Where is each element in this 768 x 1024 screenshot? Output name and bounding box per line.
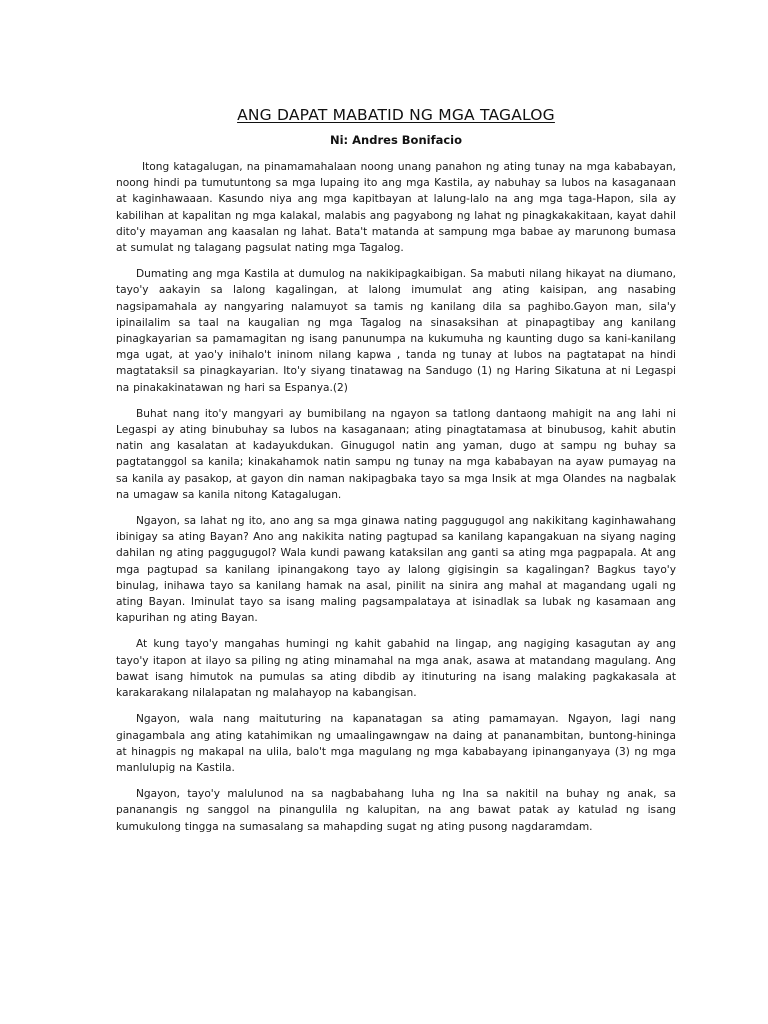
paragraph: Dumating ang mga Kastila at dumulog na nakikipagkaibigan. Sa mabuti nilang hikayat na diumano, tayo'y aakayin sa lalong kagalingan, at lalong imumulat ang ating kaisipan, ang nasabing nagsipamahala ay nangyaring nalamuyot sa tamis ng kanilang dila sa paghibo.Gayon man, sila'y ipinailalim sa taal na kaugalian ng mga Tagalog na sinasaksihan at pinapagtibay ang kanilang pinagkayarian sa pamamagitan ng isang panunumpa na kukumuha ng kaunting dugo sa kani-kanilang mga ugat, at yao'y inihalo't ininom nilang kapwa , tanda ng tunay at lubos na pagtatapat na hindi magtataksil sa pinagkayarian. Ito'y siyang tinatawag na Sandugo (1) ng Haring Sikatuna at ni Legaspi na pinakakinatawan ng hari sa Espanya.(2) [116,268,676,394]
document-content [116,106,676,845]
paragraph: Buhat nang ito'y mangyari ay bumibilang na ngayon sa tatlong dantaong mahigit na ang lahi ni Legaspi ay ating binubuhay sa lubos na kasaganaan; ating pinagtatamasa at binubusog, kahit abutin natin ang kasalatan at kadayukdukan. Ginugugol natin ang yaman, dugo at sampu ng buhay sa pagtatanggol sa kanila; kinakahamok natin sampu ng tunay na mga kababayan na ayaw pumayag na sa kanila ay pasakop, at gayon din naman nakipagbaka tayo sa mga Insik at mga Olandes na nagbalak na umagaw sa kanila nitong Katagalugan. [116,407,676,501]
document-title: ANG DAPAT MABATID NG MGA TAGALOG [237,106,555,124]
paragraph: At kung tayo'y mangahas humingi ng kahit gabahid na lingap, ang nagiging kasagutan ay ang tayo'y itapon at ilayo sa piling ng ating minamahal na mga anak, asawa at matandang magulang. Ang bawat isang himutok na pumulas sa ating dibdib ay itinuturing na isang malaking pagkakasala at karakarakang nilalapatan ng malahayop na kabangisan. [116,638,676,700]
paragraph: Itong katagalugan, na pinamamahalaan noong unang panahon ng ating tunay na mga kababayan, noong hindi pa tumutuntong sa mga lupaing ito ang mga Kastila, ay nabuhay sa lubos na kasaganaan at kaginhawaaan. Kasundo niya ang mga kapitbayan at lalung-lalo na ang mga taga-Hapon, sila ay kabilihan at kapalitan ng mga kalakal, malabis ang pagyabong ng lahat ng pinagkakakitaan, kayat dahil dito'y mayaman ang kaasalan ng lahat. Bata't matanda at sampung mga babae ay marunong bumasa at sumulat ng talagang pagsulat nating mga Tagalog. [116,161,676,255]
paragraph: Ngayon, tayo'y malulunod na sa nagbabahang luha ng Ina sa nakitil na buhay ng anak, sa pananangis ng sanggol na pinangulila ng kalupitan, na ang bawat patak ay katulad ng isang kumukulong tingga na sumasalang sa mahapding sugat ng ating pusong nagdaramdam. [116,788,676,833]
document-body [116,159,676,835]
paragraph: Ngayon, sa lahat ng ito, ano ang sa mga ginawa nating paggugugol ang nakikitang kaginhawahang ibinigay sa ating Bayan? Ano ang nakikita nating pagtupad sa kanilang kapangakuan na siyang naging dahilan ng ating paggugugol? Wala kundi pawang kataksilan ang ganti sa ating mga pagpapala. At ang mga pagtupad sa kanilang ipinangakong tayo ay lalong gigisingin sa kagalingan? Bagkus tayo'y binulag, inihawa tayo sa kanilang hamak na asal, pinilit na sinira ang mahal at magandang ugali ng ating Bayan. Iminulat tayo sa isang maling pagsampalataya at isinadlak sa lubak ng kasamaan ang kapurihan ng ating Bayan. [116,515,676,625]
paragraph: Ngayon, wala nang maituturing na kapanatagan sa ating pamamayan. Ngayon, lagi nang ginagambala ang ating katahimikan ng umaalingawngaw na daing at pananambitan, buntong-hininga at hinagpis ng makapal na ulila, balo't mga magulang ng mga kababayang ipinanganyaya (3) ng mga manlulupig na Kastila. [116,713,676,774]
document-author: Ni: Andres Bonifacio [329,133,463,147]
